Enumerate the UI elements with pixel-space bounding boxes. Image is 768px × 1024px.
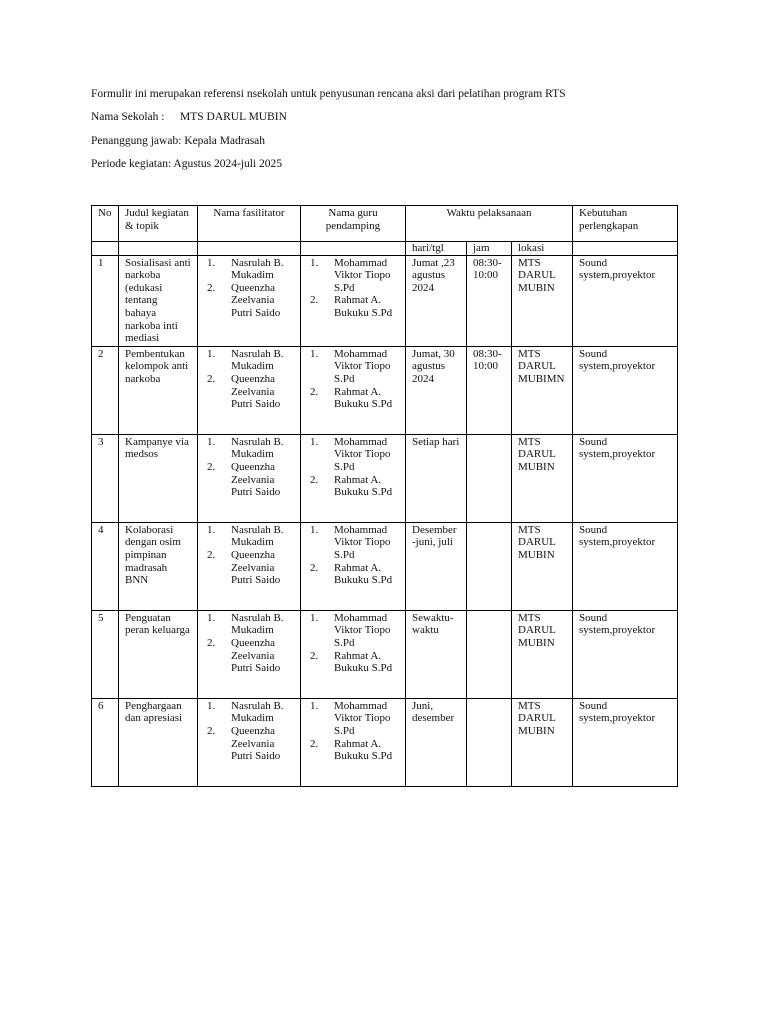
- teacher-name-text: Mohammad Viktor Tiopo S.Pd: [334, 347, 391, 385]
- teacher-name-text: Rahmat A. Bukuku S.Pd: [334, 294, 393, 319]
- cell-jam: [467, 698, 512, 786]
- cell-fasilitator: [198, 522, 301, 610]
- cell-fasilitator: [198, 255, 301, 346]
- facilitator-name: [204, 348, 294, 373]
- teacher-name: [307, 562, 399, 587]
- cell-jam: 08:30-10:00: [467, 346, 512, 434]
- cell-judul: Kampanye via medsos: [119, 434, 198, 522]
- cell-kebutuhan: Sound system,proyektor: [573, 255, 678, 346]
- facilitator-name-text: Nasrulah B. Mukadim: [231, 347, 284, 373]
- facilitator-name: [204, 524, 294, 549]
- facilitator-name-text: Nasrulah B. Mukadim: [231, 435, 284, 461]
- list-number: 1.: [207, 435, 216, 448]
- cell-kebutuhan: Sound system,proyektor: [573, 346, 678, 434]
- cell-kebutuhan: Sound system,proyektor: [573, 434, 678, 522]
- teacher-name: [307, 738, 399, 763]
- header-fasilitator: Nama fasilitator: [198, 206, 301, 242]
- teacher-name-text: Mohammad Viktor Tiopo S.Pd: [334, 256, 391, 294]
- list-number: 1.: [310, 611, 319, 624]
- cell-lokasi: MTS DARUL MUBIN: [512, 522, 573, 610]
- facilitator-name-list: [204, 348, 294, 411]
- cell-hari: Desember -juni, juli: [406, 522, 467, 610]
- facilitator-name: [204, 637, 294, 675]
- cell-jam: 08:30-10:00: [467, 255, 512, 346]
- teacher-name-text: Mohammad Viktor Tiopo S.Pd: [334, 699, 391, 737]
- cell-no: 4: [92, 522, 119, 610]
- intro-text: Formulir ini merupakan referensi nsekolah untuk penyusunan rencana aksi dari pelatihan program RTS: [91, 88, 566, 100]
- teacher-name-list: [307, 700, 399, 763]
- facilitator-name-text: Queenzha Zeelvania Putri Saido: [231, 460, 281, 499]
- table-row: [92, 698, 678, 786]
- facilitator-name-list: [204, 700, 294, 763]
- facilitator-name-text: Queenzha Zeelvania Putri Saido: [231, 281, 281, 319]
- school-line: [91, 111, 287, 123]
- cell-no: 3: [92, 434, 119, 522]
- list-number: 2.: [207, 724, 216, 737]
- table-row: [92, 255, 678, 346]
- header-guru: Nama guru pendamping: [301, 206, 406, 242]
- cell-guru: [301, 610, 406, 698]
- cell-jam: [467, 610, 512, 698]
- cell-no: 6: [92, 698, 119, 786]
- facilitator-name-text: Nasrulah B. Mukadim: [231, 699, 284, 725]
- teacher-name-text: Rahmat A. Bukuku S.Pd: [334, 737, 393, 763]
- cell-fasilitator: [198, 434, 301, 522]
- teacher-name-list: [307, 612, 399, 675]
- cell-lokasi: MTS DARUL MUBIN: [512, 698, 573, 786]
- facilitator-name-text: Nasrulah B. Mukadim: [231, 611, 284, 637]
- teacher-name-text: Mohammad Viktor Tiopo S.Pd: [334, 611, 391, 649]
- cell-kebutuhan: Sound system,proyektor: [573, 522, 678, 610]
- teacher-name-text: Mohammad Viktor Tiopo S.Pd: [334, 523, 391, 561]
- facilitator-name-text: Queenzha Zeelvania Putri Saido: [231, 636, 281, 675]
- cell-lokasi: MTS DARUL MUBIN: [512, 255, 573, 346]
- facilitator-name: [204, 700, 294, 725]
- teacher-name: [307, 612, 399, 650]
- facilitator-name: [204, 612, 294, 637]
- facilitator-name-list: [204, 524, 294, 587]
- cell-judul: Penghargaan dan apresiasi: [119, 698, 198, 786]
- school-label: Nama Sekolah :: [91, 111, 165, 123]
- header-kebutuhan: Kebutuhan perlengkapan: [573, 206, 678, 242]
- list-number: 2.: [310, 473, 319, 486]
- action-plan-table: [91, 205, 678, 787]
- cell-guru: [301, 698, 406, 786]
- header-no: No: [92, 206, 119, 242]
- facilitator-name-list: [204, 612, 294, 675]
- activity-period: Periode kegiatan: Agustus 2024-juli 2025: [91, 158, 283, 170]
- teacher-name: [307, 294, 399, 319]
- facilitator-name: [204, 282, 294, 320]
- teacher-name: [307, 700, 399, 738]
- list-number: 1.: [310, 347, 319, 360]
- list-number: 2.: [310, 561, 319, 574]
- list-number: 1.: [207, 347, 216, 360]
- list-number: 2.: [207, 636, 216, 649]
- list-number: 1.: [207, 256, 216, 269]
- teacher-name-text: Rahmat A. Bukuku S.Pd: [334, 385, 393, 411]
- list-number: 2.: [310, 385, 319, 398]
- facilitator-name-text: Queenzha Zeelvania Putri Saido: [231, 724, 281, 763]
- cell-hari: Sewaktu-waktu: [406, 610, 467, 698]
- list-number: 1.: [310, 435, 319, 448]
- teacher-name-text: Mohammad Viktor Tiopo S.Pd: [334, 435, 391, 473]
- teacher-name-list: [307, 524, 399, 587]
- cell-hari: Juni, desember: [406, 698, 467, 786]
- facilitator-name: [204, 436, 294, 461]
- table-subheader-row: [92, 242, 678, 256]
- teacher-name-list: [307, 348, 399, 411]
- cell-fasilitator: [198, 698, 301, 786]
- teacher-name: [307, 257, 399, 295]
- cell-no: 2: [92, 346, 119, 434]
- list-number: 2.: [207, 460, 216, 473]
- teacher-name: [307, 348, 399, 386]
- facilitator-name-text: Queenzha Zeelvania Putri Saido: [231, 372, 281, 411]
- teacher-name-text: Rahmat A. Bukuku S.Pd: [334, 649, 393, 675]
- list-number: 2.: [310, 737, 319, 750]
- facilitator-name-text: Nasrulah B. Mukadim: [231, 256, 284, 282]
- cell-lokasi: MTS DARUL MUBIMN: [512, 346, 573, 434]
- table-row: [92, 434, 678, 522]
- list-number: 1.: [207, 699, 216, 712]
- list-number: 1.: [207, 611, 216, 624]
- teacher-name-text: Rahmat A. Bukuku S.Pd: [334, 561, 393, 587]
- cell-hari: Jumat, 30 agustus 2024: [406, 346, 467, 434]
- school-name: MTS DARUL MUBIN: [180, 111, 287, 123]
- cell-guru: [301, 255, 406, 346]
- cell-guru: [301, 522, 406, 610]
- facilitator-name-text: Nasrulah B. Mukadim: [231, 523, 284, 549]
- cell-fasilitator: [198, 346, 301, 434]
- cell-hari: Jumat ,23 agustus 2024: [406, 255, 467, 346]
- list-number: 1.: [310, 523, 319, 536]
- cell-lokasi: MTS DARUL MUBIN: [512, 434, 573, 522]
- facilitator-name: [204, 257, 294, 282]
- cell-judul: Sosialisasi anti narkoba (edukasi tentang bahaya narkoba inti mediasi: [119, 255, 198, 346]
- facilitator-name: [204, 461, 294, 499]
- cell-lokasi: MTS DARUL MUBIN: [512, 610, 573, 698]
- list-number: 2.: [207, 281, 216, 294]
- table-row: [92, 610, 678, 698]
- cell-jam: [467, 522, 512, 610]
- cell-judul: Penguatan peran keluarga: [119, 610, 198, 698]
- facilitator-name-list: [204, 436, 294, 499]
- list-number: 1.: [310, 699, 319, 712]
- cell-hari: Setiap hari: [406, 434, 467, 522]
- cell-jam: [467, 434, 512, 522]
- list-number: 2.: [310, 649, 319, 662]
- header-judul: Judul kegiatan & topik: [119, 206, 198, 242]
- facilitator-name-list: [204, 257, 294, 320]
- list-number: 2.: [207, 372, 216, 385]
- list-number: 1.: [207, 523, 216, 536]
- teacher-name-list: [307, 257, 399, 320]
- cell-fasilitator: [198, 610, 301, 698]
- teacher-name-text: Rahmat A. Bukuku S.Pd: [334, 473, 393, 499]
- teacher-name-list: [307, 436, 399, 499]
- cell-judul: Pembentukan kelompok anti narkoba: [119, 346, 198, 434]
- table-header-row: [92, 206, 678, 242]
- cell-no: 5: [92, 610, 119, 698]
- list-number: 2.: [207, 548, 216, 561]
- table-row: [92, 522, 678, 610]
- cell-kebutuhan: Sound system,proyektor: [573, 698, 678, 786]
- facilitator-name: [204, 373, 294, 411]
- subheader-hari: hari/tgl: [406, 242, 467, 256]
- table-body: [92, 255, 678, 786]
- teacher-name: [307, 650, 399, 675]
- list-number: 2.: [310, 294, 319, 307]
- facilitator-name: [204, 725, 294, 763]
- cell-kebutuhan: Sound system,proyektor: [573, 610, 678, 698]
- subheader-lokasi: lokasi: [512, 242, 573, 256]
- header-waktu: Waktu pelaksanaan: [406, 206, 573, 242]
- teacher-name: [307, 386, 399, 411]
- cell-guru: [301, 434, 406, 522]
- teacher-name: [307, 436, 399, 474]
- facilitator-name: [204, 549, 294, 587]
- cell-no: 1: [92, 255, 119, 346]
- teacher-name: [307, 474, 399, 499]
- cell-judul: Kolaborasi dengan osim pimpinan madrasah BNN: [119, 522, 198, 610]
- list-number: 1.: [310, 256, 319, 269]
- subheader-jam: jam: [467, 242, 512, 256]
- cell-guru: [301, 346, 406, 434]
- person-in-charge: Penanggung jawab: Kepala Madrasah: [91, 135, 266, 147]
- teacher-name: [307, 524, 399, 562]
- facilitator-name-text: Queenzha Zeelvania Putri Saido: [231, 548, 281, 587]
- table-row: [92, 346, 678, 434]
